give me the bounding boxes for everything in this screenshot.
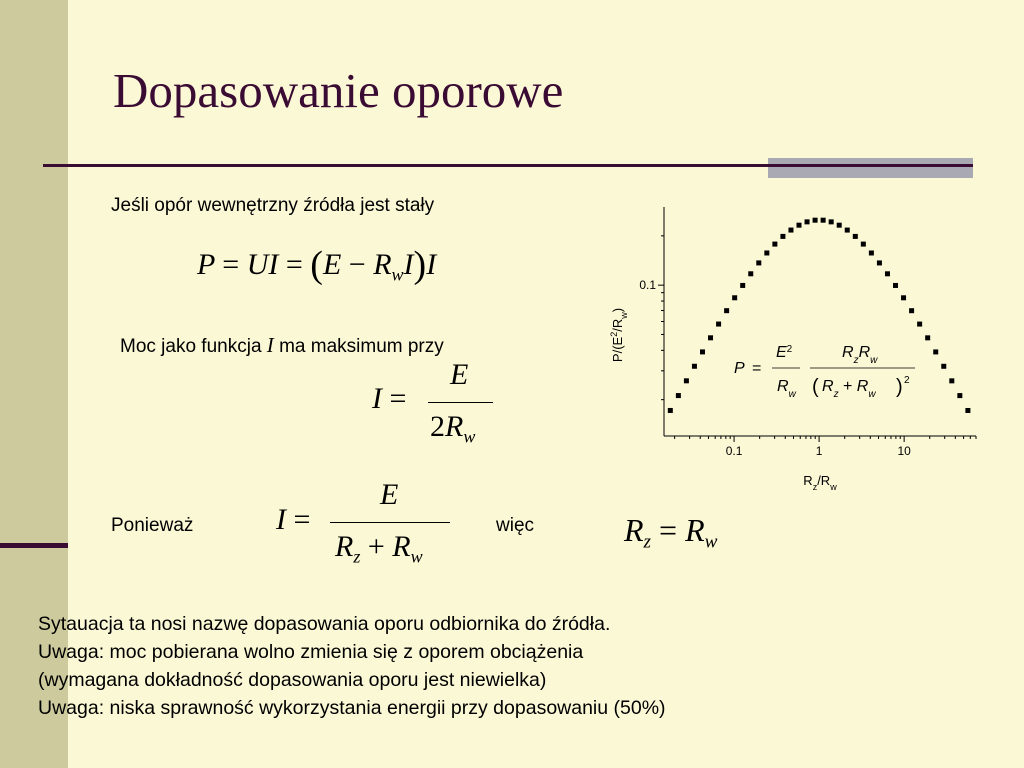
data-point <box>893 283 898 288</box>
max-text: Moc jako funkcja I ma maksimum przy <box>120 333 444 357</box>
data-point <box>877 260 882 265</box>
data-point <box>869 250 874 255</box>
slide-title: Dopasowanie oporowe <box>113 63 564 118</box>
svg-text:(: ( <box>812 376 819 398</box>
power-formula: P = UI = $(E - R_wI)I$ <box>197 244 437 286</box>
chart-formula <box>734 344 915 400</box>
current-formula-lhs: I = <box>276 503 311 536</box>
data-point <box>740 283 745 288</box>
current-max-numerator: E <box>450 358 469 391</box>
data-point <box>788 228 793 233</box>
current-max-formula-lhs: I = <box>372 382 407 415</box>
data-point <box>748 271 753 276</box>
svg-text:Rw: $R_w$ <box>777 378 796 400</box>
data-point <box>805 219 810 224</box>
power-chart <box>590 195 990 505</box>
data-point <box>668 408 673 413</box>
svg-text:RzRw: $R_zR_w$ <box>842 344 878 366</box>
wiec-label: więc <box>496 515 535 536</box>
data-point <box>684 378 689 383</box>
title-rule-accent-line <box>768 164 973 167</box>
data-point <box>772 242 777 247</box>
svg-text:): ) <box>896 376 903 398</box>
data-point <box>813 218 818 223</box>
data-point <box>941 364 946 369</box>
data-point <box>901 295 906 300</box>
current-numerator: E <box>380 478 399 511</box>
svg-text:E2: $E^2$ <box>776 343 793 361</box>
note-line: Uwaga: niska sprawność wykorzystania energii przy dopasowaniu (50%) <box>38 697 666 719</box>
data-point <box>676 393 681 398</box>
data-point <box>756 260 761 265</box>
x-tick-label: 1 <box>815 444 823 458</box>
data-point <box>965 408 970 413</box>
data-point <box>716 322 721 327</box>
intro-text: Jeśli opór wewnętrzny źródła jest stały <box>111 195 435 216</box>
data-point <box>845 228 850 233</box>
data-point <box>909 308 914 313</box>
match-formula: $R_z = R_w$ <box>624 512 718 553</box>
current-fraction-line <box>330 522 450 523</box>
data-point <box>861 242 866 247</box>
x-axis-label: $R_z/R_w$ <box>803 473 837 492</box>
data-point <box>917 322 922 327</box>
current-max-denominator: $2R_w$ <box>430 410 476 447</box>
x-tick-label: 10 <box>897 444 911 458</box>
y-axis-label: $P/(E^2/R_w)$ <box>609 307 629 363</box>
svg-text:=: = <box>752 360 762 377</box>
data-point <box>780 234 785 239</box>
data-point <box>821 218 826 223</box>
data-point <box>796 223 801 228</box>
chart-points <box>668 218 971 413</box>
note-line: (wymagana dokładność dopasowania oporu jest niewielka) <box>38 669 547 691</box>
sidebar-accent-line <box>0 543 68 548</box>
power-chart-svg <box>590 195 990 505</box>
data-point <box>957 393 962 398</box>
data-point <box>724 308 729 313</box>
data-point <box>764 250 769 255</box>
data-point <box>708 335 713 340</box>
chart-axes <box>639 207 976 458</box>
data-point <box>732 295 737 300</box>
data-point <box>949 378 954 383</box>
data-point <box>829 219 834 224</box>
svg-text:2: 2 <box>904 375 910 386</box>
x-tick-label: 0.1 <box>725 444 743 458</box>
svg-text:Rz + Rw: $R_z + R_w$ <box>822 378 876 400</box>
title-rule-accent <box>768 158 973 178</box>
y-tick-label: 0.1 <box>639 278 656 293</box>
data-point <box>885 271 890 276</box>
data-point <box>925 335 930 340</box>
current-max-fraction-line <box>428 402 493 403</box>
bottom-notes <box>38 610 666 722</box>
current-denominator: $R_z + R_w$ <box>335 530 423 567</box>
data-point <box>853 234 858 239</box>
data-point <box>837 223 842 228</box>
data-point <box>700 349 705 354</box>
data-point <box>692 364 697 369</box>
svg-text:P: P <box>734 360 745 377</box>
data-point <box>933 349 938 354</box>
note-line: Sytauacja ta nosi nazwę dopasowania oporu odbiornika do źródła. <box>38 613 611 635</box>
note-line: Uwaga: moc pobierana wolno zmienia się z oporem obciążenia <box>38 641 584 663</box>
ponieważ-label: Ponieważ <box>111 515 194 536</box>
